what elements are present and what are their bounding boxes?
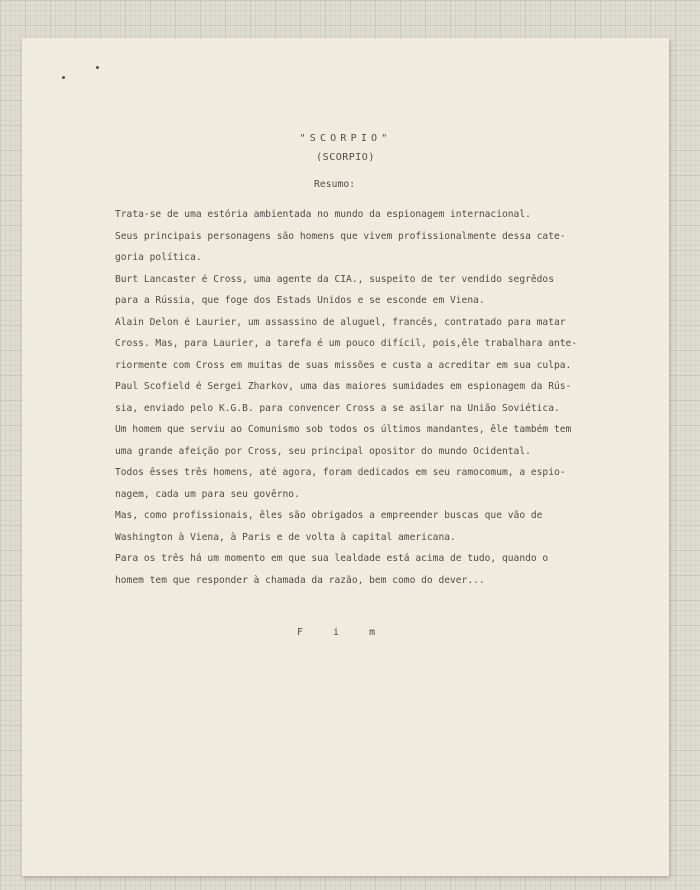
text-line: Seus principais personagens são homens que vivem profissionalmente dessa cate- bbox=[115, 230, 566, 242]
text-line: riormente com Cross em muitas de suas missões e custa a acreditar em sua culpa. bbox=[115, 359, 572, 371]
text-line: Um homem que serviu ao Comunismo sob todos os últimos mandantes, êle também tem bbox=[115, 424, 572, 435]
text-line: Mas, como profissionais, êles são obrigados a empreender buscas que vão de bbox=[115, 510, 543, 521]
typed-sheet bbox=[22, 38, 669, 876]
text-line: Trata-se de uma estória ambientada no mundo da espionagem internacional. bbox=[115, 209, 531, 220]
text-line: Alain Delon é Laurier, um assassino de aluguel, francês, contratado para matar bbox=[115, 316, 566, 328]
summary-body bbox=[115, 204, 635, 591]
text-line: Cross. Mas, para Laurier, a tarefa é um pouco difícil, pois,êle trabalhara ante- bbox=[115, 338, 578, 349]
text-line: Para os três há um momento em que sua lealdade está acima de tudo, quando o bbox=[115, 553, 549, 564]
text-line: Washington à Viena, à Paris e de volta à capital americana. bbox=[115, 531, 456, 543]
document-subtitle: (SCORPIO) bbox=[316, 152, 375, 163]
text-line: homem tem que responder à chamada da razão, bem como do dever... bbox=[115, 574, 485, 586]
text-line: sia, enviado pelo K.G.B. para convencer Cross a se asilar na União Soviética. bbox=[115, 402, 560, 414]
text-line: nagem, cada um para seu govêrno. bbox=[115, 488, 300, 500]
ink-speck bbox=[62, 76, 65, 79]
document-title: "SCORPIO" bbox=[299, 133, 392, 144]
summary-label: Resumo: bbox=[314, 179, 356, 190]
text-line: Todos êsses três homens, até agora, foram dedicados em seu ramocomum, a espio- bbox=[115, 467, 566, 478]
ink-speck bbox=[96, 66, 99, 69]
text-line: Burt Lancaster é Cross, uma agente da CIA., suspeito de ter vendido segrêdos bbox=[115, 273, 554, 285]
text-line: goria política. bbox=[115, 252, 202, 263]
text-line: para a Rússia, que foge dos Estads Unidos e se esconde em Viena. bbox=[115, 295, 485, 306]
text-line: uma grande afeição por Cross, seu principal opositor do mundo Ocidental. bbox=[115, 445, 531, 457]
closing-text: F i m bbox=[297, 627, 388, 638]
text-line: Paul Scofield é Sergei Zharkov, uma das maiores sumidades em espionagem da Rús- bbox=[115, 381, 572, 392]
